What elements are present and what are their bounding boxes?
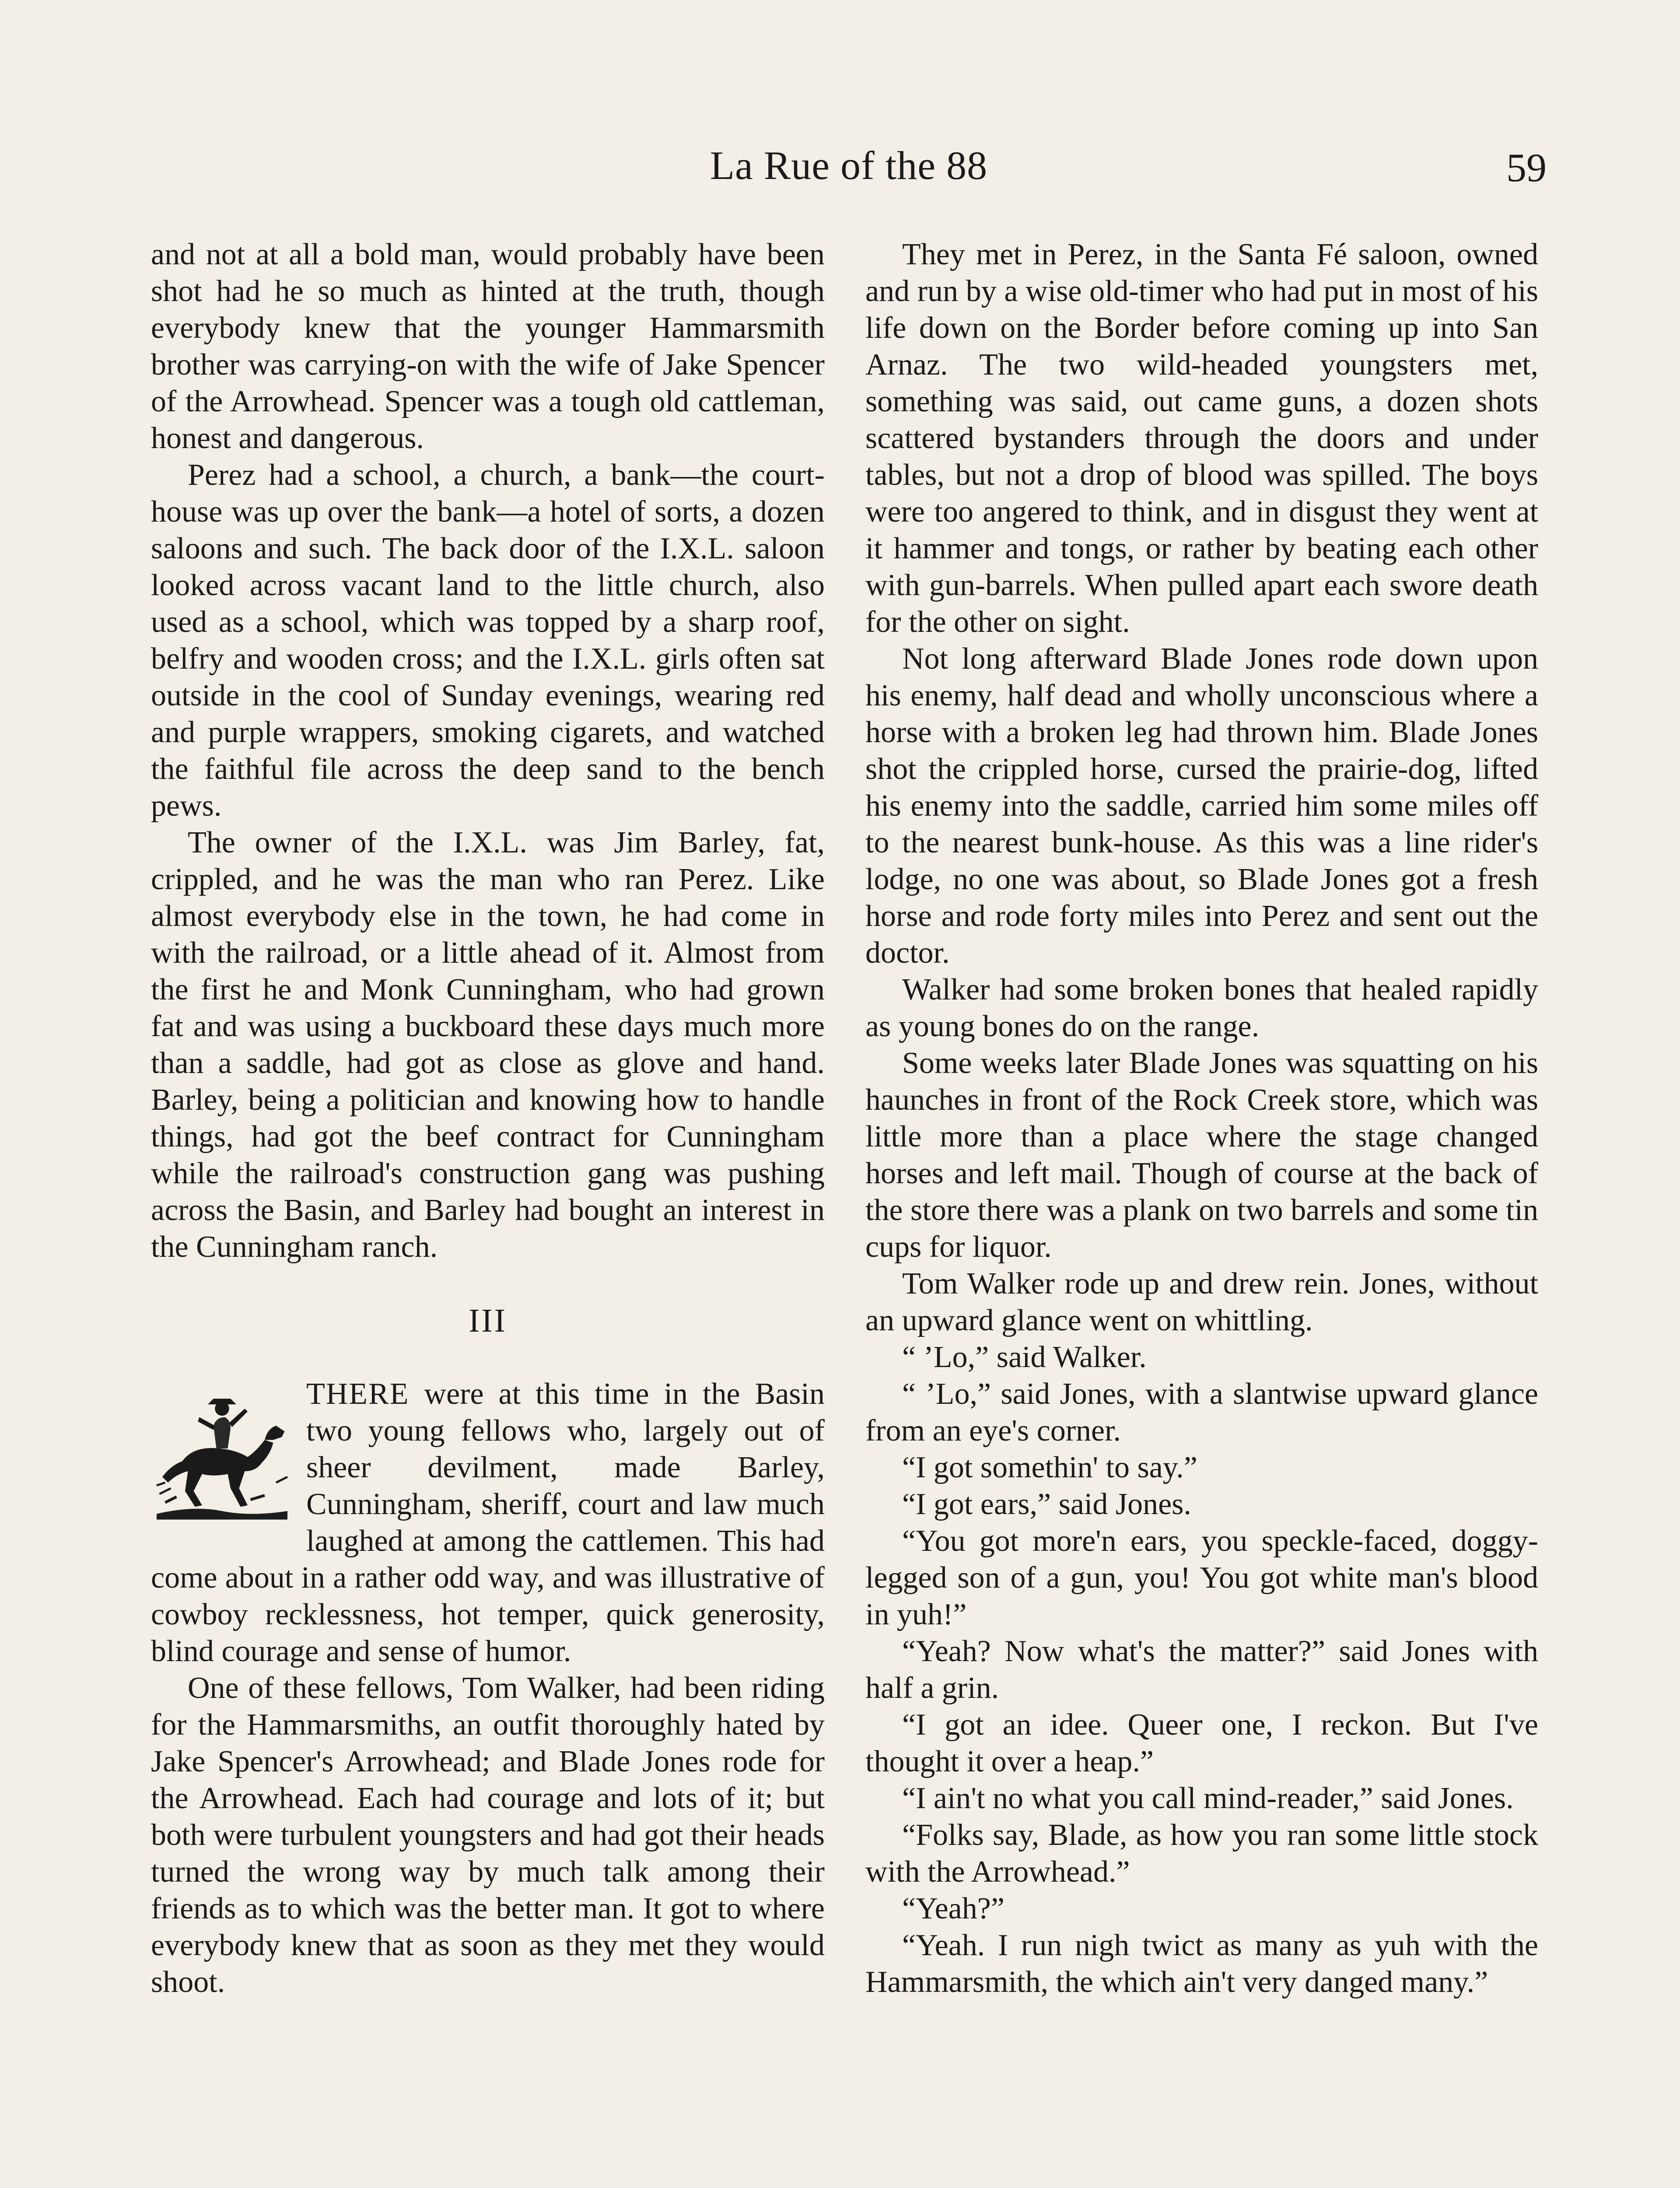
dropcap-word: THERE <box>306 1377 410 1411</box>
page-number: 59 <box>1506 145 1547 190</box>
paragraph: Walker had some broken bones that healed rapidly as young bones do on the range. <box>865 973 1538 1043</box>
dialogue-line: “I got an idee. Queer one, I reckon. But I've thought it over a heap.” <box>865 1708 1538 1778</box>
section-first-paragraph-text: were at this time in the Basin two young fellows who, largely out of sheer devilment, made Barley, Cunningham, sheriff, court and law much laughed at among the cattlemen. This had come about in a rather odd way, and was illustrative of cowboy recklessness, hot temper, quick generosity, blind courage and sense of humor. <box>151 1377 825 1668</box>
section-opening <box>151 1376 825 1670</box>
paragraph: and not at all a bold man, would probably have been shot had he so much as hinted at the truth, though everybody knew that the younger Hammarsmith brother was carrying-on with the wife of Jake Spencer of the Arrowhead. Spencer was a tough old cattleman, honest and dangerous. <box>151 238 825 455</box>
dialogue-line: “ ’Lo,” said Walker. <box>902 1340 1147 1374</box>
dialogue-line: “I ain't no what you call mind-reader,” said Jones. <box>902 1781 1514 1815</box>
dialogue-line: “ ’Lo,” said Jones, with a slantwise upward glance from an eye's corner. <box>865 1377 1538 1448</box>
paragraph: The owner of the I.X.L. was Jim Barley, fat, crippled, and he was the man who ran Perez. Like almost everybody else in the town, he had come in with the railroad, or a little ahead of it. Almost from the first he and Monk Cunningham, who had grown fat and was using a buckboard these days much more than a saddle, had got as close as glove and hand. Barley, being a politician and knowing how to handle things, had got the beef contract for Cunningham while the railroad's construction gang was pushing across the Basin, and Barley had bought an interest in the Cunningham ranch. <box>151 826 825 1264</box>
dialogue-line: “Yeah?” <box>902 1892 1004 1925</box>
paragraph: Perez had a school, a church, a bank—the court-house was up over the bank—a hotel of sorts, a dozen saloons and such. The back door of the I.X.L. saloon looked across vacant land to the little church, also used as a school, which was topped by a sharp roof, belfry and wooden cross; and the I.X.L. girls often sat outside in the cool of Sunday evenings, wearing red and purple wrappers, smoking cigarets, and watched the faithful file across the deep sand to the bench pews. <box>151 458 825 823</box>
dialogue-line: “I got ears,” said Jones. <box>902 1487 1191 1521</box>
section-heading: III <box>469 1302 507 1339</box>
dialogue-line: “I got somethin' to say.” <box>902 1451 1197 1484</box>
right-column <box>865 236 1538 2001</box>
dialogue-line: “You got more'n ears, you speckle-faced, doggy-legged son of a gun, you! You got white man's blood in yuh!” <box>865 1524 1538 1631</box>
paragraph: One of these fellows, Tom Walker, had been riding for the Hammarsmiths, an outfit thoroughly hated by Jake Spencer's Arrowhead; and Blade Jones rode for the Arrowhead. Each had courage and lots of it; but both were turbulent youngsters and had got their heads turned the wrong way by much talk among their friends as to which was the better man. It got to where everybody knew that as soon as they met they would shoot. <box>151 1671 825 1999</box>
paragraph: They met in Perez, in the Santa Fé saloon, owned and run by a wise old-timer who had put in most of his life down on the Border before coming up into San Arnaz. The two wild-headed youngsters met, something was said, out came guns, a dozen shots scattered bystanders through the doors and under tables, but not a drop of blood was spilled. The boys were too angered to think, and in disgust they went at it hammer and tongs, or rather by beating each other with gun-barrels. When pulled apart each swore death for the other on sight. <box>865 238 1538 639</box>
dialogue-line: “Yeah? Now what's the matter?” said Jones with half a grin. <box>865 1634 1538 1705</box>
running-head: La Rue of the 88 <box>710 143 988 188</box>
paragraph: Tom Walker rode up and drew rein. Jones, without an upward glance went on whittling. <box>865 1267 1538 1337</box>
paragraph: Not long afterward Blade Jones rode down upon his enemy, half dead and wholly unconscious where a horse with a broken leg had thrown him. Blade Jones shot the crippled horse, cursed the prairie-dog, lifted his enemy into the saddle, carried him some miles off to the nearest bunk-house. As this was a line rider's lodge, no one was about, so Blade Jones got a fresh horse and rode forty miles into Perez and sent out the doctor. <box>865 642 1538 970</box>
paragraph: Some weeks later Blade Jones was squatting on his haunches in front of the Rock Creek store, which was little more than a place where the stage changed horses and left mail. Though of course at the back of the store there was a plank on two barrels and some tin cups for liquor. <box>865 1046 1538 1264</box>
cowboy-on-horse-illustration <box>151 1382 293 1526</box>
dialogue-line: “Folks say, Blade, as how you ran some little stock with the Arrowhead.” <box>865 1818 1538 1889</box>
left-column <box>151 236 825 2001</box>
dialogue-line: “Yeah. I run nigh twict as many as yuh with the Hammarsmith, the which ain't very danged many.” <box>865 1929 1538 1999</box>
